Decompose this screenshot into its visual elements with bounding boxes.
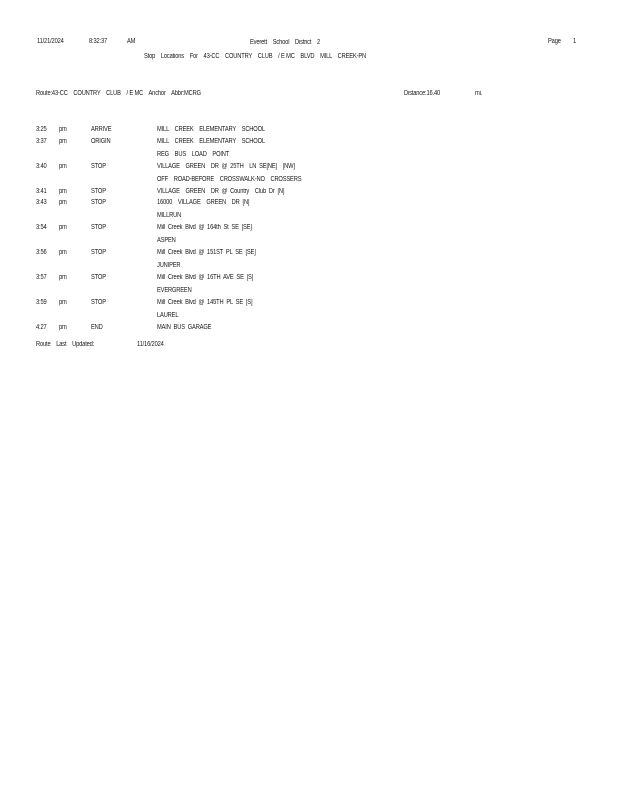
stop-location: MILL CREEK ELEMENTARY SCHOOL xyxy=(157,126,265,133)
stop-type: STOP xyxy=(91,224,106,231)
stop-comment: REG BUS LOAD POINT xyxy=(157,151,230,158)
stop-ampm: pm xyxy=(59,299,67,306)
stop-time: 3:56 xyxy=(36,249,47,256)
stop-time: 3:57 xyxy=(36,274,47,281)
stop-location: VILLAGE GREEN DR @ Country Club Dr [N] xyxy=(157,188,285,195)
stop-location: Mill Creek Blvd @ 145TH PL SE [S] xyxy=(157,299,253,306)
stop-location: VILLAGE GREEN DR @ 25TH LN SE[NE] [NW] xyxy=(157,163,295,170)
stop-comment: LAUREL xyxy=(157,312,179,319)
stop-ampm: pm xyxy=(59,324,67,331)
stop-location: Mill Creek Blvd @ 151ST PL SE [SE] xyxy=(157,249,256,256)
stop-ampm: pm xyxy=(59,274,67,281)
stop-type: ORIGIN xyxy=(91,138,111,145)
stop-type: STOP xyxy=(91,274,106,281)
stop-location: MILL CREEK ELEMENTARY SCHOOL xyxy=(157,138,265,145)
stop-ampm: pm xyxy=(59,224,67,231)
stop-time: 3:37 xyxy=(36,138,47,145)
page-number: 1 xyxy=(573,38,577,45)
stop-time: 3:54 xyxy=(36,224,47,231)
stop-time: 3:40 xyxy=(36,163,47,170)
distance-value: Distance:16.40 xyxy=(404,90,441,97)
report-subtitle: Stop Locations For 43-CC COUNTRY CLUB / E MC BLVD MILL CREEK-PN xyxy=(144,53,367,60)
stop-time: 3:41 xyxy=(36,188,47,195)
stop-comment: EVERGREEN xyxy=(157,287,192,294)
stop-type: STOP xyxy=(91,299,106,306)
page-label: Page xyxy=(548,38,561,45)
stop-location: MAIN BUS GARAGE xyxy=(157,324,212,331)
stop-location: Mill Creek Blvd @ 16TH AVE SE [S] xyxy=(157,274,254,281)
stop-comment: JUNIPER xyxy=(157,262,181,269)
stop-ampm: pm xyxy=(59,126,67,133)
stop-comment: ASPEN xyxy=(157,237,176,244)
report-date: 11/21/2024 xyxy=(37,38,64,45)
stop-ampm: pm xyxy=(59,163,67,170)
route-info: Route:43-CC COUNTRY CLUB / E MC Anchor Abbr:MCRG xyxy=(36,90,201,97)
stop-time: 3:59 xyxy=(36,299,47,306)
stop-type: ARRIVE xyxy=(91,126,112,133)
stop-type: END xyxy=(91,324,103,331)
stop-type: STOP xyxy=(91,163,106,170)
stop-time: 3:43 xyxy=(36,199,47,206)
district-title: Everett School District 2 xyxy=(250,39,321,46)
stop-type: STOP xyxy=(91,249,106,256)
stop-location: 16000 VILLAGE GREEN DR [N] xyxy=(157,199,250,206)
distance-unit: mi. xyxy=(475,90,483,97)
stop-ampm: pm xyxy=(59,199,67,206)
stop-location: Mill Creek Blvd @ 164th St SE [SE] xyxy=(157,224,252,231)
footer-date: 11/16/2024 xyxy=(137,341,164,348)
stop-ampm: pm xyxy=(59,188,67,195)
footer-label: Route Last Updated: xyxy=(36,341,95,348)
stop-time: 3:25 xyxy=(36,126,47,133)
report-ampm: AM xyxy=(127,38,136,45)
report-time: 8:32:37 xyxy=(89,38,108,45)
stop-ampm: pm xyxy=(59,138,67,145)
stop-time: 4:27 xyxy=(36,324,47,331)
stop-ampm: pm xyxy=(59,249,67,256)
stop-comment: OFF ROAD-BEFORE CROSSWALK-NO CROSSERS xyxy=(157,176,302,183)
stop-comment: MILLRUN xyxy=(157,212,182,219)
stop-type: STOP xyxy=(91,199,106,206)
stop-type: STOP xyxy=(91,188,106,195)
